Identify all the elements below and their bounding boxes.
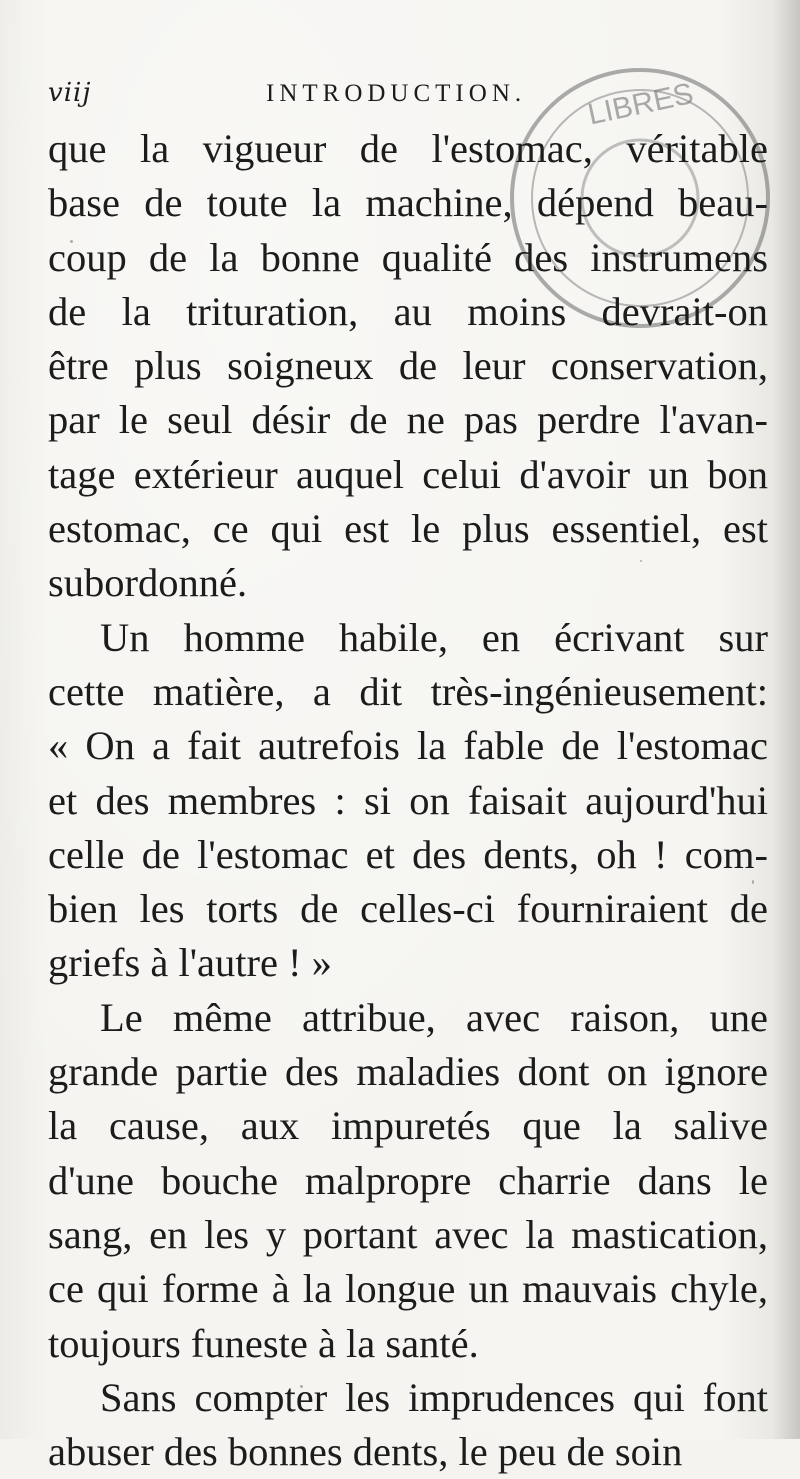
paper-speck bbox=[640, 560, 642, 562]
body-text bbox=[48, 122, 768, 1479]
text-line: ce qui forme à la longue un mauvais chyle, bbox=[48, 1266, 768, 1312]
text-line: par le seul désir de ne pas perdre l'avan- bbox=[48, 397, 768, 443]
text-line: que la vigueur de l'estomac, véritable bbox=[48, 126, 768, 171]
text-line: Le même attribue, avec raison, une bbox=[100, 994, 768, 1040]
text-line: la cause, aux impuretés que la salive bbox=[48, 1103, 768, 1149]
text-line: tage extérieur auquel celui d'avoir un bon bbox=[48, 451, 768, 497]
text-line: subordonné. bbox=[48, 560, 248, 606]
page-edge-shadow bbox=[772, 0, 800, 1439]
text-line: de la trituration, au moins devrait-on bbox=[48, 288, 768, 334]
paragraph bbox=[48, 122, 768, 611]
text-line: bien les torts de celles-ci fourniraient de bbox=[48, 886, 768, 932]
paragraph bbox=[48, 1371, 768, 1479]
text-line: Un homme habile, en écrivant sur bbox=[100, 614, 768, 660]
text-line: abuser des bonnes dents, le peu de soin bbox=[48, 1429, 683, 1475]
text-line: cette matière, a dit très-ingénieusement: bbox=[48, 668, 768, 714]
text-line: griefs à l'autre ! » bbox=[48, 940, 332, 986]
text-line: base de toute la machine, dépend beau- bbox=[48, 180, 768, 226]
paper-speck bbox=[300, 1385, 303, 1388]
paper-speck bbox=[752, 880, 754, 884]
text-line: estomac, ce qui est le plus essentiel, est bbox=[48, 506, 768, 552]
text-line: « On a fait autrefois la fable de l'estomac bbox=[48, 723, 768, 769]
text-line: coup de la bonne qualité des instrumens bbox=[48, 234, 768, 280]
text-line: Sans compter les imprudences qui font bbox=[100, 1374, 768, 1420]
paragraph bbox=[48, 991, 768, 1371]
paragraph bbox=[48, 611, 768, 991]
paper-speck bbox=[70, 240, 73, 243]
text-line: celle de l'estomac et des dents, oh ! com- bbox=[48, 831, 768, 877]
text-line: et des membres : si on faisait aujourd'hui bbox=[48, 777, 768, 823]
text-line: sang, en les y portant avec la mastication, bbox=[48, 1211, 768, 1257]
text-line: d'une bouche malpropre charrie dans le bbox=[48, 1157, 768, 1203]
stamp-text: LIBRES bbox=[584, 77, 697, 132]
page-number: viij bbox=[48, 78, 92, 108]
running-title: INTRODUCTION. bbox=[266, 80, 527, 107]
text-line: être plus soigneux de leur conservation, bbox=[48, 343, 768, 389]
text-line: toujours funeste à la santé. bbox=[48, 1320, 479, 1366]
page-header bbox=[48, 78, 768, 118]
text-line: grande partie des maladies dont on ignore bbox=[48, 1049, 768, 1095]
